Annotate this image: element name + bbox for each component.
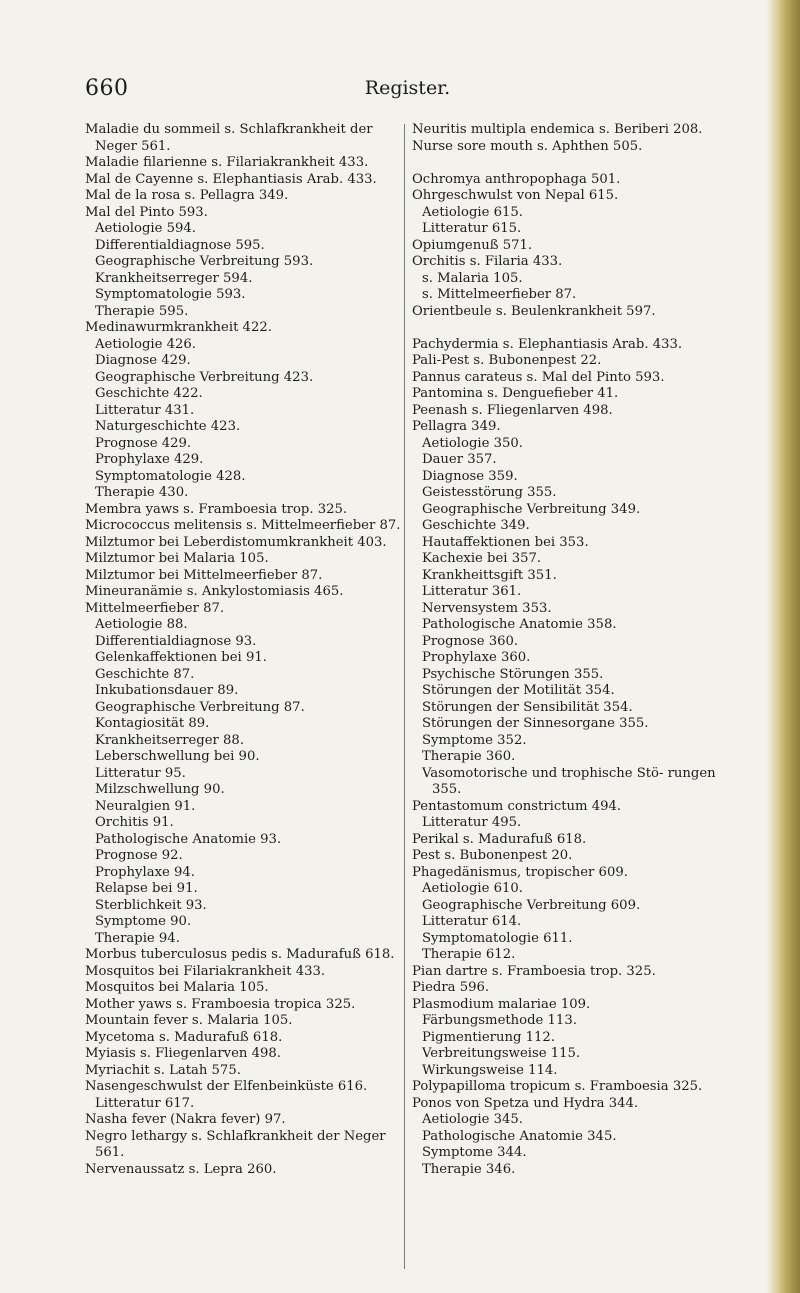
index-entry: Piedra 596. xyxy=(412,980,490,995)
index-subentry: Geschichte 422. xyxy=(95,386,203,401)
index-subentry: Nervensystem 353. xyxy=(422,600,552,616)
index-subentry: Inkubationsdauer 89. xyxy=(95,683,239,698)
index-subentry: Aetiologie 88. xyxy=(95,617,188,632)
index-column-left xyxy=(85,122,415,1178)
index-entry: Myriachit s. Latah 575. xyxy=(85,1062,241,1078)
index-entry: Maladie filarienne s. Filariakrankheit 433. xyxy=(85,155,369,170)
index-subentry: s. Malaria 105. xyxy=(422,270,523,286)
index-subentry: Störungen der Sinnesorgane 355. xyxy=(422,716,649,731)
index-subentry: Differentialdiagnose 93. xyxy=(95,633,257,649)
index-subentry: Prognose 429. xyxy=(95,435,192,451)
index-entry: Pellagra 349. xyxy=(412,419,501,434)
index-entry: Ohrgeschwulst von Nepal 615. xyxy=(412,188,619,203)
index-entry: Ponos von Spetza und Hydra 344. xyxy=(412,1095,639,1111)
index-subentry: Verbreitungsweise 115. xyxy=(422,1046,581,1061)
index-entry: Ochromya anthropophaga 501. xyxy=(412,171,621,187)
index-entry: Pachydermia s. Elephantiasis Arab. 433. xyxy=(412,336,683,352)
index-subentry: Litteratur 431. xyxy=(95,402,195,418)
index-subentry: Diagnose 429. xyxy=(95,353,191,368)
index-subentry: Krankheitserreger 594. xyxy=(95,270,253,286)
index-subentry: Geschichte 87. xyxy=(95,666,195,682)
index-subentry: Geographische Verbreitung 423. xyxy=(95,369,314,385)
index-subentry: Orchitis 91. xyxy=(95,815,174,830)
page-header xyxy=(85,76,730,106)
index-subentry: Symptomatologie 593. xyxy=(95,287,246,302)
index-subentry: Symptomatologie 611. xyxy=(422,930,573,946)
index-subentry: Litteratur 614. xyxy=(422,914,522,929)
index-subentry: Prophylaxe 94. xyxy=(95,864,195,880)
index-subentry: Prophylaxe 360. xyxy=(422,650,531,665)
index-entry: Perikal s. Madurafuß 618. xyxy=(412,831,587,847)
index-entry: Maladie du sommeil s. Schlafkrankheit der Neger 561. xyxy=(85,122,373,154)
index-entry: Orchitis s. Filaria 433. xyxy=(412,254,563,269)
index-entry: Polypapilloma tropicum s. Framboesia 325. xyxy=(412,1079,703,1094)
index-entry: Mal de la rosa s. Pellagra 349. xyxy=(85,188,289,203)
index-subentry: Naturgeschichte 423. xyxy=(95,419,241,434)
index-entry: Pest s. Bubonenpest 20. xyxy=(412,848,573,863)
index-subentry: Hautaffektionen bei 353. xyxy=(422,534,589,550)
index-entry: Mal de Cayenne s. Elephantiasis Arab. 433. xyxy=(85,171,377,187)
index-subentry: Aetiologie 594. xyxy=(95,221,196,236)
index-entry: Mosquitos bei Filariakrankheit 433. xyxy=(85,963,326,979)
index-subentry: Pathologische Anatomie 358. xyxy=(422,617,617,632)
index-subentry: Aetiologie 350. xyxy=(422,435,523,451)
index-subentry: Pigmentierung 112. xyxy=(422,1029,555,1045)
index-entry: Pian dartre s. Framboesia trop. 325. xyxy=(412,963,656,979)
section-gap xyxy=(412,155,732,172)
index-entry: Nervenaussatz s. Lepra 260. xyxy=(85,1161,277,1177)
index-entry: Negro lethargy s. Schlafkrankheit der Neger 561. xyxy=(85,1128,386,1160)
index-entry: Pantomina s. Denguefieber 41. xyxy=(412,386,619,401)
index-entry: Milztumor bei Mittelmeerfieber 87. xyxy=(85,567,323,583)
index-subentry: Therapie 346. xyxy=(422,1161,516,1177)
index-entry: Nurse sore mouth s. Aphthen 505. xyxy=(412,138,643,154)
index-subentry: Krankheitserreger 88. xyxy=(95,732,245,748)
index-subentry: Prognose 360. xyxy=(422,633,519,649)
index-subentry: Therapie 360. xyxy=(422,749,516,764)
index-entry: Phagedänismus, tropischer 609. xyxy=(412,864,628,880)
page-number: 660 xyxy=(85,76,129,101)
index-subentry: Therapie 595. xyxy=(95,303,189,319)
index-entry: Mycetoma s. Madurafuß 618. xyxy=(85,1029,283,1045)
index-subentry: Dauer 357. xyxy=(422,452,497,467)
index-subentry: Aetiologie 345. xyxy=(422,1112,523,1127)
index-subentry: Symptome 90. xyxy=(95,914,192,929)
index-subentry: Litteratur 615. xyxy=(422,221,522,236)
index-subentry: Neuralgien 91. xyxy=(95,798,196,814)
index-entry: Mittelmeerfieber 87. xyxy=(85,600,225,616)
index-subentry: Symptome 344. xyxy=(422,1145,527,1160)
running-head: Register. xyxy=(364,77,451,99)
index-entry: Nasha fever (Nakra fever) 97. xyxy=(85,1112,286,1127)
index-entry: Mother yaws s. Framboesia tropica 325. xyxy=(85,996,356,1012)
index-subentry: Psychische Störungen 355. xyxy=(422,666,604,682)
index-entry: Mountain fever s. Malaria 105. xyxy=(85,1013,293,1028)
index-subentry: Geschichte 349. xyxy=(422,518,530,533)
index-entry: Micrococcus melitensis s. Mittelmeerfieber 87. xyxy=(85,518,401,533)
index-subentry: Therapie 612. xyxy=(422,947,516,962)
index-subentry: Geographische Verbreitung 609. xyxy=(422,897,641,913)
column-divider xyxy=(404,124,405,1269)
index-entry: Morbus tuberculosus pedis s. Madurafuß 618. xyxy=(85,947,395,962)
index-subentry: Geographische Verbreitung 349. xyxy=(422,501,641,517)
index-subentry: Litteratur 361. xyxy=(422,584,522,599)
index-subentry: Störungen der Motilität 354. xyxy=(422,683,615,698)
index-subentry: Geographische Verbreitung 87. xyxy=(95,699,305,715)
index-subentry: Wirkungsweise 114. xyxy=(422,1062,558,1078)
index-subentry: Litteratur 617. xyxy=(95,1095,195,1111)
index-entry: Mineuranämie s. Ankylostomiasis 465. xyxy=(85,584,344,599)
index-subentry: Symptomatologie 428. xyxy=(95,468,246,484)
index-entry: Mal del Pinto 593. xyxy=(85,204,208,220)
section-gap xyxy=(412,320,732,337)
index-entry: Membra yaws s. Framboesia trop. 325. xyxy=(85,501,348,517)
index-subentry: Aetiologie 615. xyxy=(422,204,523,220)
index-subentry: Milzschwellung 90. xyxy=(95,782,225,797)
index-subentry: Kachexie bei 357. xyxy=(422,551,542,566)
index-subentry: Diagnose 359. xyxy=(422,468,518,484)
index-subentry: Litteratur 495. xyxy=(422,815,522,830)
index-subentry: Prognose 92. xyxy=(95,848,183,863)
index-entry: Orientbeule s. Beulenkrankheit 597. xyxy=(412,303,656,319)
index-entry: Plasmodium malariae 109. xyxy=(412,996,591,1012)
index-subentry: Sterblichkeit 93. xyxy=(95,897,207,913)
index-entry: Milztumor bei Malaria 105. xyxy=(85,551,269,566)
index-subentry: s. Mittelmeerfieber 87. xyxy=(422,287,577,302)
index-entry: Mosquitos bei Malaria 105. xyxy=(85,980,269,995)
index-subentry: Leberschwellung bei 90. xyxy=(95,749,260,764)
index-subentry: Relapse bei 91. xyxy=(95,881,198,896)
index-subentry: Krankheittsgift 351. xyxy=(422,567,557,583)
index-subentry: Pathologische Anatomie 93. xyxy=(95,831,282,847)
index-entry: Nasengeschwulst der Elfenbeinküste 616. xyxy=(85,1079,368,1094)
index-entry: Pentastomum constrictum 494. xyxy=(412,798,622,814)
index-subentry: Symptome 352. xyxy=(422,732,527,748)
index-entry: Peenash s. Fliegenlarven 498. xyxy=(412,402,613,418)
index-entry: Opiumgenuß 571. xyxy=(412,237,533,253)
index-subentry: Differentialdiagnose 595. xyxy=(95,237,265,253)
index-subentry: Aetiologie 426. xyxy=(95,336,196,352)
index-subentry: Litteratur 95. xyxy=(95,765,186,781)
index-subentry: Aetiologie 610. xyxy=(422,881,523,896)
index-entry: Milztumor bei Leberdistomumkrankheit 403. xyxy=(85,534,387,550)
index-column-right xyxy=(412,122,732,1178)
index-subentry: Pathologische Anatomie 345. xyxy=(422,1128,617,1144)
index-subentry: Kontagiosität 89. xyxy=(95,716,210,731)
index-entry: Pannus carateus s. Mal del Pinto 593. xyxy=(412,369,665,385)
index-subentry: Gelenkaffektionen bei 91. xyxy=(95,650,267,665)
index-subentry: Prophylaxe 429. xyxy=(95,452,204,467)
page-edge-shadow xyxy=(766,0,800,1293)
index-entry: Medinawurmkrankheit 422. xyxy=(85,320,272,335)
index-subentry: Färbungsmethode 113. xyxy=(422,1013,577,1028)
index-entry: Pali-Pest s. Bubonenpest 22. xyxy=(412,353,602,368)
index-subentry: Therapie 94. xyxy=(95,930,180,946)
index-entry: Neuritis multipla endemica s. Beriberi 208. xyxy=(412,122,703,137)
index-subentry: Therapie 430. xyxy=(95,485,189,500)
index-subentry: Vasomotorische und trophische Stö- rungen 355. xyxy=(422,765,716,797)
index-entry: Myiasis s. Fliegenlarven 498. xyxy=(85,1046,281,1061)
index-subentry: Geistesstörung 355. xyxy=(422,485,557,500)
index-subentry: Störungen der Sensibilität 354. xyxy=(422,699,633,715)
index-subentry: Geographische Verbreitung 593. xyxy=(95,254,314,269)
